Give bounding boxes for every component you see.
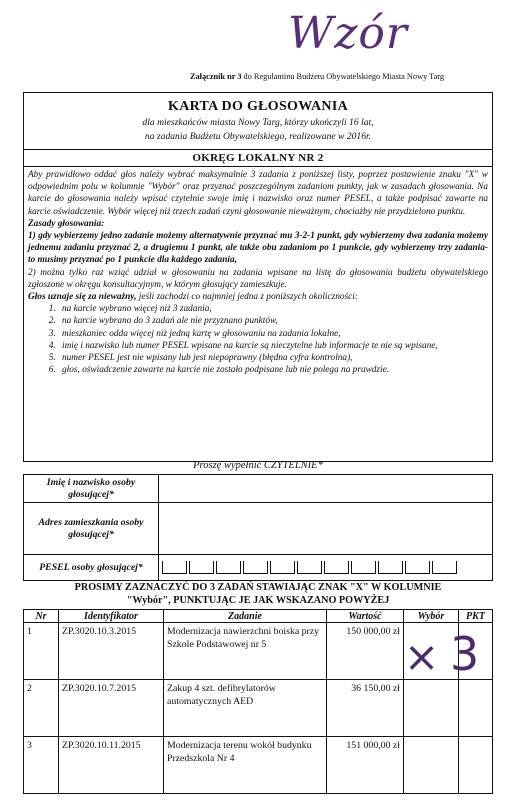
annex-number: Załącznik nr 3 xyxy=(190,72,242,81)
notice-line-2: "Wybór", PUNKTUJĄC JE JAK WSKAZANO POWYŻEJ xyxy=(126,595,390,606)
annex-note xyxy=(190,72,510,81)
row-nr: 2 xyxy=(24,680,59,737)
invalid-condition: 6. głos, oświadczenie zawarte na karcie nie zostało podpisane lub nie polega na prawdzie. xyxy=(58,364,488,376)
handwritten-wzor-signature: Wzór xyxy=(288,8,408,59)
col-choice: Wybór xyxy=(404,610,459,623)
row-pkt-cell[interactable] xyxy=(459,680,493,737)
col-pkt: PKT xyxy=(459,610,493,623)
tasks-header-row xyxy=(24,610,493,623)
invalid-heading: Głos uznaje się za nieważny, xyxy=(28,292,137,303)
pesel-digit-box[interactable] xyxy=(243,561,268,574)
notice-line-1: PROSIMY ZAZNACZYĆ DO 3 ZADAŃ STAWIAJĄC ZNAK "X" W KOLUMNIE xyxy=(74,582,442,593)
card-title: KARTA DO GŁOSOWANIA xyxy=(168,99,348,114)
row-id: ZP.3020.10.3.2015 xyxy=(59,623,164,680)
invalid-condition: 2. na karcie wybrano do 3 zadań ale nie przyznano punktów, xyxy=(58,315,488,327)
invalid-condition: 1. na karcie wybrano więcej niż 3 zadania, xyxy=(58,303,488,315)
rule-1: 1) gdy wybierzemy jedno zadanie możemy alternatywnie przyznać mu 3-2-1 punkt, gdy wybierzemy dwa zadania możemy jednemu zadaniu przyznać 2, a drugiemu 1 punkt, ale także obu zadaniom po 1 punkcie, gdy wybierzemy trzy zadania- to musimy przyznać po 1 punkcie dla każdego zadania, xyxy=(28,231,488,266)
instructions-body xyxy=(24,167,492,376)
voter-form xyxy=(23,474,493,581)
rules-heading: Zasady głosowania: xyxy=(28,218,105,229)
address-field[interactable] xyxy=(159,503,493,555)
pesel-digit-box[interactable] xyxy=(270,561,295,574)
card-subtitle-1: dla mieszkańców miasta Nowy Targ, którzy ukończyli 16 lat, xyxy=(142,117,374,128)
row-pkt-cell[interactable] xyxy=(459,737,493,794)
card-subtitle-2: na zadania Budżetu Obywatelskiego, realizowane w 2016r. xyxy=(144,131,372,142)
row-id: ZP.3020.10.11.2015 xyxy=(59,737,164,794)
row-value: 36 150,00 zł xyxy=(327,680,404,737)
invalid-condition: 4. imię i nazwisko lub numer PESEL wpisane na karcie są nieczytelne lub informacje te nie są wpisane, xyxy=(58,340,488,352)
table-row xyxy=(24,737,493,794)
intro-text: Aby prawidłowo oddać głos należy wybrać maksymalnie 3 zadania z poniższej listy, poprzez postawienie znaku "X" w odpowiednim polu w kolumnie "Wybór" oraz przyznać poszczególnym zadaniom punkty, jak w zasadach głosowania. Na karcie do głosowania należy wpisać czytelnie swoje imię i nazwisko oraz numer PESEL, a także podpisać zawarte na karcie oświadczenie. Wybór więcej niż trzech zadań czyni głosowanie nieważnym, chociażby nie przydzielono punktu. xyxy=(28,170,488,217)
selection-notice xyxy=(23,580,493,607)
handwritten-points: 3 xyxy=(450,627,480,681)
row-nr: 3 xyxy=(24,737,59,794)
pesel-digit-box[interactable] xyxy=(189,561,214,574)
invalid-rest: jeśli zachodzi co najmniej jedna z poniższych okoliczności: xyxy=(136,292,358,303)
pesel-digit-box[interactable] xyxy=(351,561,376,574)
invalid-condition: 5. numer PESEL jest nie wpisany lub jest niepoprawny (błędna cyfra kontrolna), xyxy=(58,352,488,364)
pesel-digit-box[interactable] xyxy=(297,561,322,574)
col-value: Wartość xyxy=(327,610,404,623)
row-id: ZP.3020.10.7.2015 xyxy=(59,680,164,737)
rule-2: 2) można tylko raz wziąć udział w głosowaniu na zadania wpisane na listę do głosowania budżetu obywatelskiego zgłoszone w okręgu konsultacyjnym, w którym głosujący zamieszkuje. xyxy=(28,267,488,290)
row-task: Modernizacja terenu wokół budynku Przedszkola Nr 4 xyxy=(164,737,327,794)
pesel-label: PESEL osoby głosującej* xyxy=(24,555,159,581)
pesel-digit-box[interactable] xyxy=(432,561,457,574)
invalid-intro xyxy=(28,291,488,303)
row-value: 151 000,00 zł xyxy=(327,737,404,794)
address-label: Adres zamieszkania osoby głosującej* xyxy=(24,503,159,555)
table-row xyxy=(24,680,493,737)
form-title: Proszę wypełnić CZYTELNIE* xyxy=(193,460,323,471)
row-task: Modernizacja nawierzchni boiska przy Szkole Podstawowej nr 5 xyxy=(164,623,327,680)
name-field[interactable] xyxy=(159,475,493,503)
voting-card-instructions xyxy=(23,92,493,462)
invalid-condition: 3. mieszkaniec odda więcej niż jedną kartę w głosowaniu na zadania lokalne, xyxy=(58,328,488,340)
col-task: Zadanie xyxy=(164,610,327,623)
row-choice-cell[interactable] xyxy=(404,737,459,794)
pesel-field[interactable] xyxy=(159,555,493,581)
col-id: Identyfikator xyxy=(59,610,164,623)
handwritten-x-mark: × xyxy=(404,632,440,681)
row-nr: 1 xyxy=(24,623,59,680)
pesel-digit-box[interactable] xyxy=(405,561,430,574)
district-heading: OKRĘG LOKALNY NR 2 xyxy=(24,149,492,167)
row-task: Zakup 4 szt. defibrylatorów automatycznych AED xyxy=(164,680,327,737)
pesel-digit-boxes[interactable] xyxy=(160,561,491,574)
pesel-digit-box[interactable] xyxy=(162,561,187,574)
name-label: Imię i nazwisko osoby głosującej* xyxy=(24,475,159,503)
pesel-digit-box[interactable] xyxy=(378,561,403,574)
row-choice-cell[interactable] xyxy=(404,680,459,737)
pesel-digit-box[interactable] xyxy=(216,561,241,574)
invalid-conditions-list xyxy=(28,303,488,376)
row-value: 150 000,00 zł xyxy=(327,623,404,680)
annex-text: do Regulaminu Budżetu Obywatelskiego Miasta Nowy Targ xyxy=(241,72,445,81)
pesel-digit-box[interactable] xyxy=(324,561,349,574)
col-nr: Nr xyxy=(24,610,59,623)
